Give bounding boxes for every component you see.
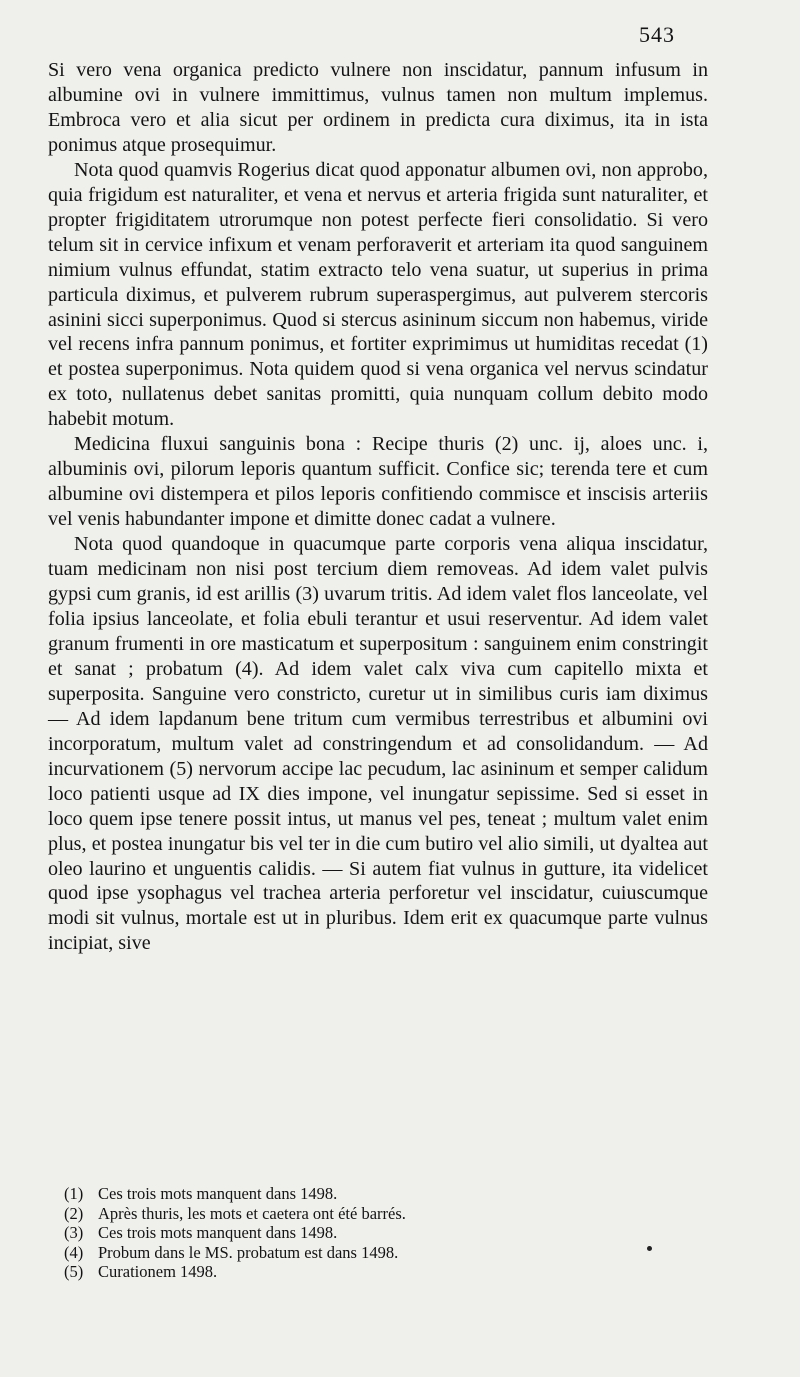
paragraph-3: Medicina fluxui sanguinis bona : Recipe thuris (2) unc. ij, aloes unc. i, albuminis ovi, pilorum leporis quantum sufficit. Confice sic; terenda tere et cum albumine ovi distempera et pilos leporis confitiendo commisce et inscisis arteriis vel venis habundanter impone et dimitte donec cadat a vulnere.	[48, 433, 708, 531]
ink-speck	[647, 1246, 652, 1251]
footnote-5	[64, 1262, 704, 1282]
footnote-text: Probum dans le MS. probatum est dans 1498.	[98, 1242, 399, 1262]
footnote-mark: (3)	[64, 1223, 84, 1242]
body-text	[48, 58, 708, 956]
footnote-mark: (5)	[64, 1262, 84, 1281]
footnote-4	[64, 1243, 704, 1263]
footnote-mark: (2)	[64, 1203, 84, 1223]
paragraph-1: Si vero vena organica predicto vulnere non inscidatur, pannum infusum in albumine ovi in vulnere immittimus, vulnus tamen non multum implemus. Embroca vero et alia sicut per ordinem in predicta cura diximus, ita in ista ponimus atque prosequimur.	[48, 59, 708, 156]
footnote-1	[64, 1184, 704, 1204]
footnote-text: Ces trois mots manquent dans 1498.	[98, 1223, 338, 1242]
paragraph-2: Nota quod quamvis Rogerius dicat quod apponatur albumen ovi, non approbo, quia frigidum est naturaliter, et vena et nervus et arteria frigida sunt naturaliter, et propter frigiditatem utrorumque non potest perfecte fieri consolidatio. Si vero telum sit in cervice infixum et venam perforaverit et arteriam ita quod sanguinem nimium vulnus effundat, statim extracto telo vena suatur, ut superius in prima particula diximus, et pulverem rubrum superaspergimus, aut pulverem stercoris asinini sicci superponimus. Quod si stercus asininum siccum non habemus, viride vel recens infra pannum ponimus, et fortiter exprimimus ut humiditas recedat (1) et postea superponimus. Nota quidem quod si vena organica vel nervus scindatur ex toto, nullatenus debet sanitas promitti, quia nunquam collum debito modo habebit motum.	[48, 158, 708, 431]
footnote-3	[64, 1223, 704, 1243]
footnote-2	[64, 1204, 704, 1224]
footnote-text: Curationem 1498.	[98, 1262, 218, 1281]
footnote-mark: (1)	[64, 1184, 84, 1203]
page-number: 543	[639, 22, 675, 47]
footnotes	[64, 1184, 704, 1282]
paragraph-4: Nota quod quandoque in quacumque parte corporis vena aliqua inscidatur, tuam medicinam non nisi post tercium diem removeas. Ad idem valet pulvis gypsi cum granis, id est arillis (3) uvarum tritis. Ad idem valet flos lanceolate, vel folia ipsius lanceolate, et folia ebuli terantur et usui reserventur. Ad idem valet granum frumenti in ore masticatum et superpositum : sanguinem enim constringit et sanat ; probatum (4). Ad idem valet calx viva cum capitello mixta et superposita. Sanguine vero constricto, curetur ut in similibus curis iam diximus — Ad idem lapdanum bene tritum cum vermibus terrestribus et albumini ovi incorporatum, multum valet ad constringendum et ad consolidandum. — Ad incurvationem (5) nervorum accipe lac pecudum, lac asininum et semper calidum loco patienti usque ad IX dies impone, vel inungatur sepissime. Sed si esset in loco quem ipse tenere possit intus, ut manus vel pes, teneat ; multum valet enim plus, et postea inungatur bis vel ter in die cum butiro vel alio simili, ut dyaltea aut oleo laurino et unguentis calidis. — Si autem fiat vulnus in gutture, ita videlicet quod ipse ysophagus vel trachea arteria perforetur vel inscidatur, cuiuscumque modi sit vulnus, mortale est ut in pluribus. Idem erit ex quacumque parte vulnus incipiat, sive	[48, 533, 708, 955]
footnote-text: Après thuris, les mots et caetera ont été barrés.	[98, 1203, 406, 1223]
footnote-text: Ces trois mots manquent dans 1498.	[98, 1184, 338, 1203]
footnote-mark: (4)	[64, 1242, 84, 1262]
